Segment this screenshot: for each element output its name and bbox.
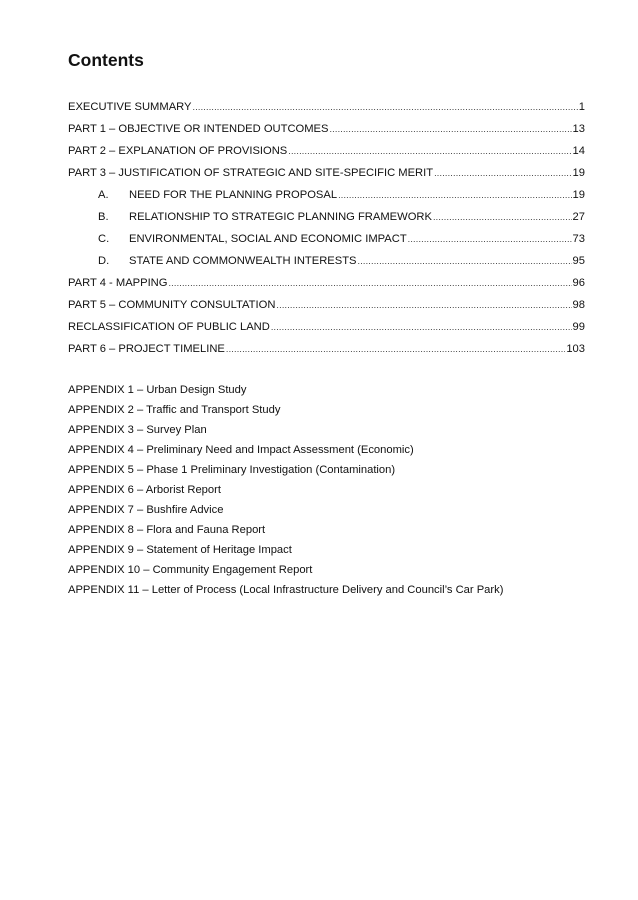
- appendix-item[interactable]: APPENDIX 10 – Community Engagement Report: [68, 564, 313, 576]
- toc-page-number: 19: [572, 167, 585, 179]
- appendix-list: [68, 384, 588, 604]
- toc-leader-dots: [276, 300, 571, 310]
- toc-leader-dots: [193, 102, 578, 112]
- toc-leader-dots: [168, 278, 571, 288]
- toc-item-executive-summary[interactable]: [68, 101, 585, 123]
- toc-leader-dots: [329, 124, 571, 134]
- toc-subitem-d[interactable]: [68, 255, 585, 277]
- toc-page-number: 73: [572, 233, 585, 245]
- toc-item-reclassification[interactable]: [68, 321, 585, 343]
- toc-item-label: RELATIONSHIP TO STRATEGIC PLANNING FRAMEWORK: [129, 211, 432, 223]
- toc-leader-dots: [358, 256, 572, 266]
- toc-item-part-4[interactable]: [68, 277, 585, 299]
- page-title: Contents: [68, 50, 144, 70]
- appendix-item[interactable]: APPENDIX 1 – Urban Design Study: [68, 384, 247, 396]
- appendix-item[interactable]: APPENDIX 3 – Survey Plan: [68, 424, 207, 436]
- toc-subitem-letter: B.: [98, 211, 109, 223]
- toc-page-number: 103: [566, 343, 585, 355]
- toc-leader-dots: [433, 212, 572, 222]
- toc-item-label: RECLASSIFICATION OF PUBLIC LAND: [68, 321, 270, 333]
- appendix-item[interactable]: APPENDIX 5 – Phase 1 Preliminary Investigation (Contamination): [68, 464, 396, 476]
- toc-subitem-b[interactable]: [68, 211, 585, 233]
- appendix-item[interactable]: APPENDIX 11 – Letter of Process (Local Infrastructure Delivery and Council’s Car Park): [68, 584, 504, 596]
- toc-subitem-letter: D.: [98, 255, 110, 267]
- toc-item-label: PART 2 – EXPLANATION OF PROVISIONS: [68, 145, 288, 157]
- toc-page-number: 1: [578, 101, 585, 113]
- toc-item-label: NEED FOR THE PLANNING PROPOSAL: [129, 189, 338, 201]
- toc-item-part-5[interactable]: [68, 299, 585, 321]
- toc-leader-dots: [434, 168, 571, 178]
- appendix-item[interactable]: APPENDIX 8 – Flora and Fauna Report: [68, 524, 266, 536]
- toc-item-label: EXECUTIVE SUMMARY: [68, 101, 192, 113]
- toc-leader-dots: [288, 146, 571, 156]
- toc-item-label: STATE AND COMMONWEALTH INTERESTS: [129, 255, 357, 267]
- toc-item-label: PART 3 – JUSTIFICATION OF STRATEGIC AND SITE-SPECIFIC MERIT: [68, 167, 434, 179]
- toc-page-number: 95: [572, 255, 585, 267]
- toc-leader-dots: [408, 234, 572, 244]
- toc-subitem-a[interactable]: [68, 189, 585, 211]
- toc-leader-dots: [271, 322, 572, 332]
- toc-leader-dots: [226, 344, 565, 354]
- appendix-item[interactable]: APPENDIX 6 – Arborist Report: [68, 484, 221, 496]
- toc-item-label: PART 1 – OBJECTIVE OR INTENDED OUTCOMES: [68, 123, 329, 135]
- toc-item-part-1[interactable]: [68, 123, 585, 145]
- toc-page-number: 13: [572, 123, 585, 135]
- toc-item-label: ENVIRONMENTAL, SOCIAL AND ECONOMIC IMPACT: [129, 233, 407, 245]
- table-of-contents: [68, 101, 585, 365]
- toc-page-number: 98: [572, 299, 585, 311]
- toc-item-part-3[interactable]: [68, 167, 585, 189]
- toc-page-number: 99: [572, 321, 585, 333]
- appendix-item[interactable]: APPENDIX 9 – Statement of Heritage Impact: [68, 544, 292, 556]
- toc-item-part-6[interactable]: [68, 343, 585, 365]
- toc-page-number: 19: [572, 189, 585, 201]
- toc-item-label: PART 4 - MAPPING: [68, 277, 168, 289]
- toc-page-number: 27: [572, 211, 585, 223]
- toc-item-label: PART 6 – PROJECT TIMELINE: [68, 343, 225, 355]
- toc-page-number: 14: [572, 145, 585, 157]
- toc-page-number: 96: [572, 277, 585, 289]
- toc-subitem-c[interactable]: [68, 233, 585, 255]
- toc-leader-dots: [338, 190, 571, 200]
- toc-item-part-2[interactable]: [68, 145, 585, 167]
- toc-item-label: PART 5 – COMMUNITY CONSULTATION: [68, 299, 276, 311]
- appendix-item[interactable]: APPENDIX 4 – Preliminary Need and Impact Assessment (Economic): [68, 444, 414, 456]
- toc-subitem-letter: A.: [98, 189, 109, 201]
- toc-subitem-letter: C.: [98, 233, 110, 245]
- appendix-item[interactable]: APPENDIX 7 – Bushfire Advice: [68, 504, 224, 516]
- appendix-item[interactable]: APPENDIX 2 – Traffic and Transport Study: [68, 404, 281, 416]
